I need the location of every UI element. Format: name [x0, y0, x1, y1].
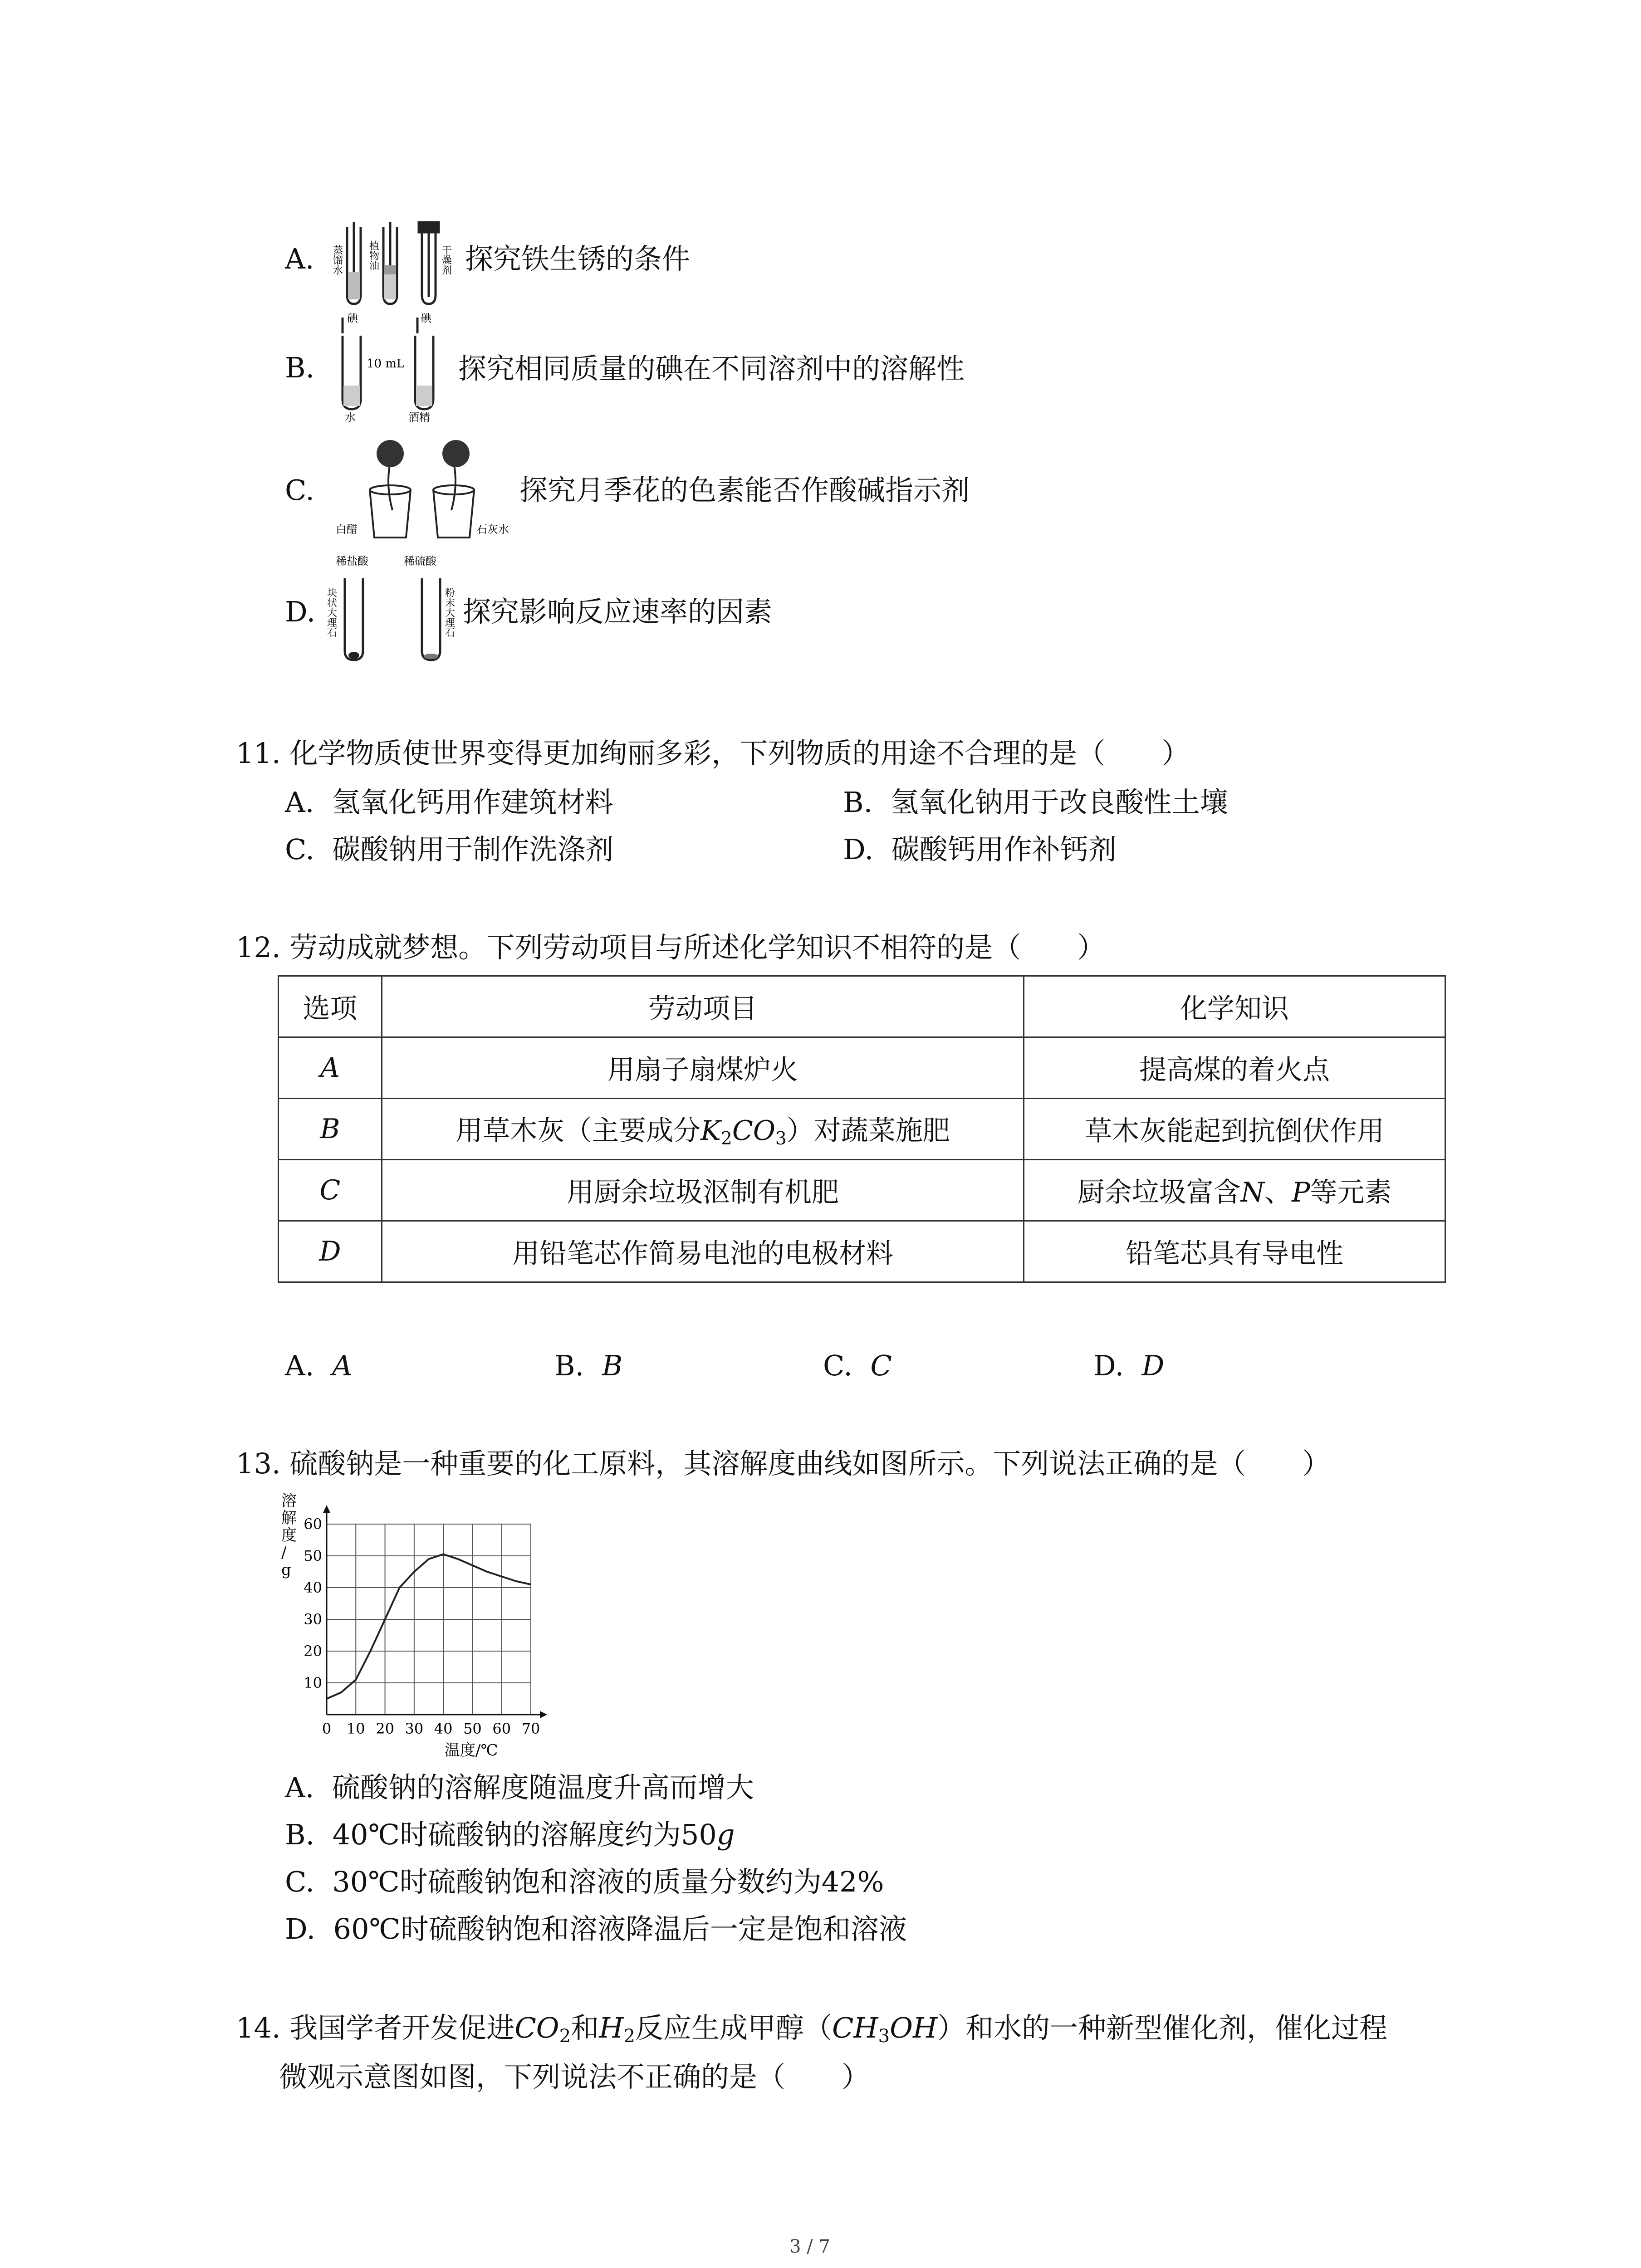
solubility-curve-chart [272, 1488, 572, 1769]
formula-h2: H [599, 2011, 624, 2044]
table-cell-knowledge: 提高煤的着火点 [1024, 1037, 1445, 1099]
y-tick-label: 30 [304, 1611, 322, 1628]
y-tick-label: 20 [304, 1642, 322, 1660]
q10-option-c-letter: C. [285, 474, 314, 507]
table-cell-project [382, 1099, 1024, 1160]
chart-plot-area [304, 1505, 547, 1737]
q13-option-d [285, 1912, 907, 1945]
q10-option-d-letter: D. [285, 595, 316, 628]
y-axis-arrow [323, 1505, 330, 1513]
q10-option-c-text: 探究月季花的色素能否作酸碱指示剂 [519, 474, 970, 507]
x-tick-label: 0 [322, 1720, 332, 1737]
rose-pigment-indicator-figure [327, 431, 526, 544]
q10-option-d-text: 探究影响反应速率的因素 [463, 595, 773, 628]
q14-stem-line1 [236, 2011, 1388, 2047]
q11-option-a-text: 氢氧化钙用作建筑材料 [332, 786, 613, 819]
q13-stem: 13. 硫酸钠是一种重要的化工原料，其溶解度曲线如图所示。下列说法正确的是（ ） [236, 1447, 1331, 1480]
q12-option-a-value: A [332, 1349, 353, 1382]
fig-label-distilled-water: 蒸馏水 [331, 245, 343, 275]
table-header-project: 劳动项目 [382, 976, 1024, 1037]
formula-ch3oh-a: CH [832, 2011, 878, 2044]
table-cell-project: 用厨余垃圾沤制有机肥 [382, 1160, 1024, 1221]
x-tick-label: 20 [376, 1720, 394, 1737]
x-tick-label: 60 [492, 1720, 511, 1737]
formula-k-sub: 2 [720, 1128, 732, 1149]
y-tick-label: 40 [304, 1579, 322, 1596]
x-tick-label: 50 [463, 1720, 482, 1737]
page-number: 3 / 7 [789, 2236, 830, 2257]
fig-label-dilute-h2so4: 稀硫酸 [404, 555, 436, 567]
q11-option-d-text: 碳酸钙用作补钙剂 [891, 833, 1117, 866]
q13-option-a-letter: A. [285, 1771, 314, 1804]
q10-option-b-letter: B. [285, 351, 315, 384]
q13-option-d-letter: D. [285, 1912, 316, 1945]
table-cell-knowledge [1024, 1160, 1445, 1221]
project-text-post: ）对蔬菜施肥 [786, 1115, 950, 1147]
iron-rust-experiment-figure [333, 218, 451, 308]
q12-option-a [285, 1349, 353, 1382]
q12-option-c-letter: C. [823, 1349, 852, 1382]
fig-label-vegetable-oil: 植物油 [367, 240, 379, 270]
y-tick-label: 10 [304, 1674, 322, 1691]
fig-label-10ml: 10 mL [367, 357, 405, 371]
q12-option-d-value: D [1141, 1349, 1165, 1382]
chart-ylabel: 溶解度/ g [281, 1492, 297, 1579]
q13-option-c-letter: C. [285, 1865, 314, 1898]
q11-option-d [843, 833, 1117, 866]
fig-label-dilute-hcl: 稀盐酸 [336, 555, 368, 567]
fig-label-white-vinegar: 白醋 [336, 523, 358, 536]
table-row [279, 1099, 1445, 1160]
formula-k: K [700, 1115, 721, 1147]
table-cell-option: A [279, 1037, 382, 1099]
knowledge-text-pre: 厨余垃圾富含 [1077, 1177, 1241, 1208]
table-cell-project: 用扇子扇煤炉火 [382, 1037, 1024, 1099]
q12-option-b-letter: B. [554, 1349, 584, 1382]
y-tick-label: 50 [304, 1547, 322, 1564]
q12-option-d [1093, 1349, 1165, 1382]
q10-option-a-letter: A. [285, 242, 314, 275]
q11-option-c-text: 碳酸钠用于制作洗涤剂 [332, 833, 614, 866]
x-tick-label: 70 [521, 1720, 540, 1737]
q11-option-c [285, 833, 614, 866]
x-tick-label: 40 [434, 1720, 453, 1737]
fig-label-iodine-1: 碘 [347, 312, 358, 325]
q13-option-b [285, 1818, 735, 1851]
fig-label-lump-marble: 块状大理石 [325, 587, 337, 637]
formula-co-sub: 3 [775, 1128, 787, 1149]
formula-ch3oh-sub: 3 [878, 2025, 890, 2047]
fig-label-iodine-2: 碘 [421, 312, 431, 325]
table-cell-option: D [279, 1221, 382, 1282]
q13-option-a-text: 硫酸钠的溶解度随温度升高而增大 [332, 1771, 754, 1804]
q13-option-a [285, 1771, 754, 1804]
project-text-pre: 用草木灰（主要成分 [456, 1115, 701, 1147]
table-row [279, 1037, 1445, 1099]
formula-h2-sub: 2 [623, 2025, 635, 2047]
formula-co: CO [732, 1115, 775, 1147]
q12-option-b-value: B [602, 1349, 623, 1382]
q13-option-d-text: 60℃时硫酸钠饱和溶液降温后一定是饱和溶液 [333, 1912, 907, 1945]
q11-option-b-text: 氢氧化钠用于改良酸性土壤 [890, 786, 1228, 819]
table-cell-option: B [279, 1099, 382, 1160]
solubility-curve [327, 1554, 531, 1699]
fig-label-powder-marble: 粉末大理石 [443, 587, 455, 637]
fig-label-water: 水 [345, 411, 356, 424]
knowledge-text-post: 等元素 [1310, 1177, 1392, 1208]
element-n: N [1240, 1177, 1265, 1208]
table-row [279, 1160, 1445, 1221]
table-row [279, 1221, 1445, 1282]
q11-option-d-letter: D. [843, 833, 874, 866]
q12-option-c-value: C [870, 1349, 892, 1382]
q10-option-a-text: 探究铁生锈的条件 [465, 242, 691, 275]
q11-stem: 11. 化学物质使世界变得更加绚丽多彩，下列物质的用途不合理的是（ ） [236, 737, 1190, 770]
formula-co2-sub: 2 [559, 2025, 571, 2047]
fig-label-desiccant: 干燥剂 [440, 245, 452, 275]
q14-text-mid: 反应生成甲醇（ [635, 2011, 832, 2044]
q12-stem: 12. 劳动成就梦想。下列劳动项目与所述化学知识不相符的是（ ） [236, 931, 1106, 964]
x-axis-arrow [540, 1711, 547, 1718]
q12-option-a-letter: A. [285, 1349, 314, 1382]
q13-option-b-text: 40℃时硫酸钠的溶解度约为50 [332, 1818, 717, 1851]
q12-option-c [823, 1349, 892, 1382]
q11-option-a-letter: A. [285, 786, 314, 819]
q13-option-c-text: 30℃时硫酸钠饱和溶液的质量分数约为42% [332, 1865, 884, 1898]
q14-text-pre: 14. 我国学者开发促进 [236, 2011, 515, 2044]
table-header-knowledge: 化学知识 [1024, 976, 1445, 1037]
q11-option-a [285, 786, 613, 819]
chart-xlabel: 温度/℃ [445, 1741, 498, 1760]
knowledge-sep: 、 [1264, 1177, 1292, 1208]
iodine-solubility-figure [327, 308, 454, 422]
q11-option-b [843, 786, 1228, 819]
fig-label-limewater: 石灰水 [476, 523, 509, 536]
q11-option-b-letter: B. [843, 786, 873, 819]
table-cell-knowledge: 铅笔芯具有导电性 [1024, 1221, 1445, 1282]
q14-text-post: ）和水的一种新型催化剂，催化过程 [937, 2011, 1388, 2044]
element-p: P [1292, 1177, 1310, 1208]
table-cell-knowledge: 草木灰能起到抗倒伏作用 [1024, 1099, 1445, 1160]
table-header-option: 选项 [279, 976, 382, 1037]
q13-option-b-letter: B. [285, 1818, 315, 1851]
formula-co2: CO [514, 2011, 559, 2044]
x-tick-label: 10 [346, 1720, 365, 1737]
fig-label-alcohol: 酒精 [408, 411, 430, 424]
formula-ch3oh-b: OH [890, 2011, 938, 2044]
q14-stem-line2: 微观示意图如图，下列说法不正确的是（ ） [279, 2060, 870, 2093]
q12-option-b [554, 1349, 623, 1382]
reaction-rate-figure [327, 551, 472, 674]
table-cell-project: 用铅笔芯作简易电池的电极材料 [382, 1221, 1024, 1282]
q10-option-b-text: 探究相同质量的碘在不同溶剂中的溶解性 [458, 352, 965, 385]
x-tick-label: 30 [405, 1720, 424, 1737]
q11-option-c-letter: C. [285, 833, 314, 866]
q14-text-and: 和 [571, 2011, 599, 2044]
q13-option-b-unit: g [716, 1818, 735, 1851]
table-header-row [279, 976, 1445, 1037]
table-cell-option: C [279, 1160, 382, 1221]
q12-table [278, 975, 1446, 1283]
q12-option-d-letter: D. [1093, 1349, 1124, 1382]
q13-option-c [285, 1865, 884, 1898]
y-tick-label: 60 [304, 1515, 322, 1533]
